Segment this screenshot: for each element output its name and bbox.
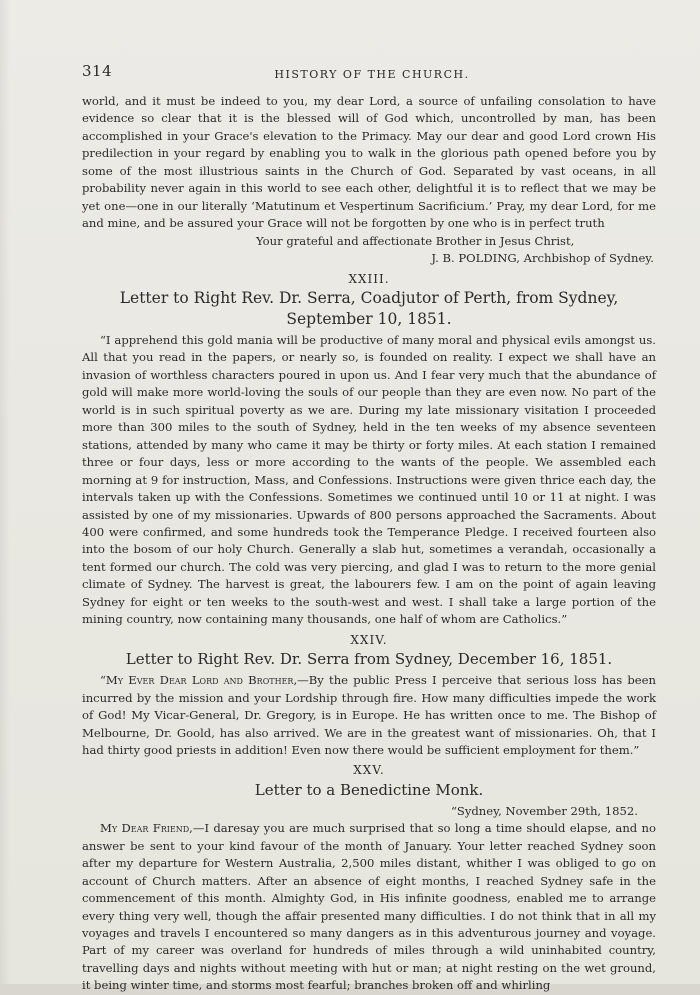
letter-signature: J. B. POLDING, Archbishop of Sydney.	[431, 251, 654, 266]
running-title: HISTORY OF THE CHURCH.	[274, 68, 470, 81]
letter-body	[82, 672, 656, 759]
letter-numeral: XXIII.	[348, 271, 390, 286]
page-content	[82, 93, 656, 995]
letter-body-text: —By the public Press I perceive that serious loss has been incurred by the mission and your Lordship through fire. How many difficulties impede the work of God! My Vicar-General, Dr. Gregory, is in Europe. He has written once to me. The Bishop of Melbourne, Dr. Goold, has also arrived. We are in the greatest want of missionaries. Oh, that I had thirty good priests in addition! Even now there would be sufficient employment for them.”	[82, 673, 656, 757]
letter-numeral: XXV.	[353, 763, 385, 778]
letter-body: “I apprehend this gold mania will be productive of many moral and physical evils amongst us. All that you read in the papers, or nearly so, is founded on reality. I expect we shall have an invasion of worthless characters poured in upon us. And I fear very much that the abundance of gold will make more world-loving the souls of our people than they are even now. No part of the world is in such spiritual poverty as we are. During my late missionary visitation I proceeded more than 300 miles to the south of Sydney, held in the ten weeks of my absence seventeen stations, attended by many who came it may be thirty or forty miles. At each station I remained three or four days, less or more according to the wants of the people. We assembled each morning at 9 for instruction, Mass, and Confessions. Instructions were given thrice each day, the intervals taken up with the Confessions. Sometimes we continued until 10 or 11 at night. I was assisted by one of my missionaries. Upwards of 800 persons approached the Sacraments. About 400 were confirmed, and some hundreds took the Temperance Pledge. I received fourteen also into the bosom of our holy Church. Generally a slab hut, sometimes a verandah, occasionally a tent formed our church. The cold was very piercing, and glad I was to return to the more genial climate of Sydney. The harvest is great, the labourers few. I am on the point of again leaving Sydney for eight or ten weeks to the south-west and west. I shall take a large portion of the mining country, now containing many thousands, one half of whom are Catholics.”	[82, 332, 656, 627]
letter-salutation: “My Ever Dear Lord and Brother,	[100, 673, 298, 688]
letter-dateline: “Sydney, November 29th, 1852.	[450, 803, 638, 818]
running-head	[82, 62, 662, 82]
intro-paragraph: world, and it must be indeed to you, my dear Lord, a source of unfailing consolation to have evidence so clear that it is the blessed will of God which, uncontrolled by man, has been accomplished in your Grace's elevation to the Primacy. May our dear and good Lord crown His predilection in your regard by enabling you to walk in the glorious path opened before you by some of the most illustrious saints in the Church of God. Separated by vast oceans, in all probability never again in this world to see each other, delightful it is to reflect that we may be yet one—one in our literally ‘Matutinum et Vespertinum Sacrificium.’ Pray, my dear Lord, for me and mine, and be assured your Grace will not be forgotten by one who is in perfect truth	[82, 94, 656, 231]
letter-heading: Letter to Right Rev. Dr. Serra, Coadjutor of Perth, from Sydney, September 10, 1851.	[119, 288, 619, 328]
letter-signoff: Your grateful and affectionate Brother in Jesus Christ,	[256, 233, 575, 248]
letter-salutation: My Dear Friend,	[100, 821, 193, 836]
letter-heading: Letter to Right Rev. Dr. Serra from Sydney, December 16, 1851.	[125, 650, 613, 669]
letter-numeral: XXIV.	[350, 632, 388, 647]
letter-heading: Letter to a Benedictine Monk.	[254, 780, 484, 799]
letter-body	[82, 820, 656, 995]
letter-body-text: —I daresay you are much surprised that so long a time should elapse, and no answer be sent to your kind favour of the month of January. Your letter reached Sydney soon after my departure for Western Australia, 2,500 miles distant, whither I was obliged to go on account of Church matters. After an absence of eight months, I reached Sydney safe in the commencement of this month. Almighty God, in His infinite goodness, enabled me to arrange every thing very well, though the affair presented many difficulties. I do not think that in all my voyages and travels I encountered so many dangers as in this adventurous journey and voyage. Part of my career was overland for hundreds of miles through a wild uninhabited country, travelling days and nights without meeting with hut or man; at night resting on the wet ground, it being winter time, and storms most fearful; branches broken off and whirling	[82, 821, 656, 993]
page-number: 314	[82, 62, 113, 80]
